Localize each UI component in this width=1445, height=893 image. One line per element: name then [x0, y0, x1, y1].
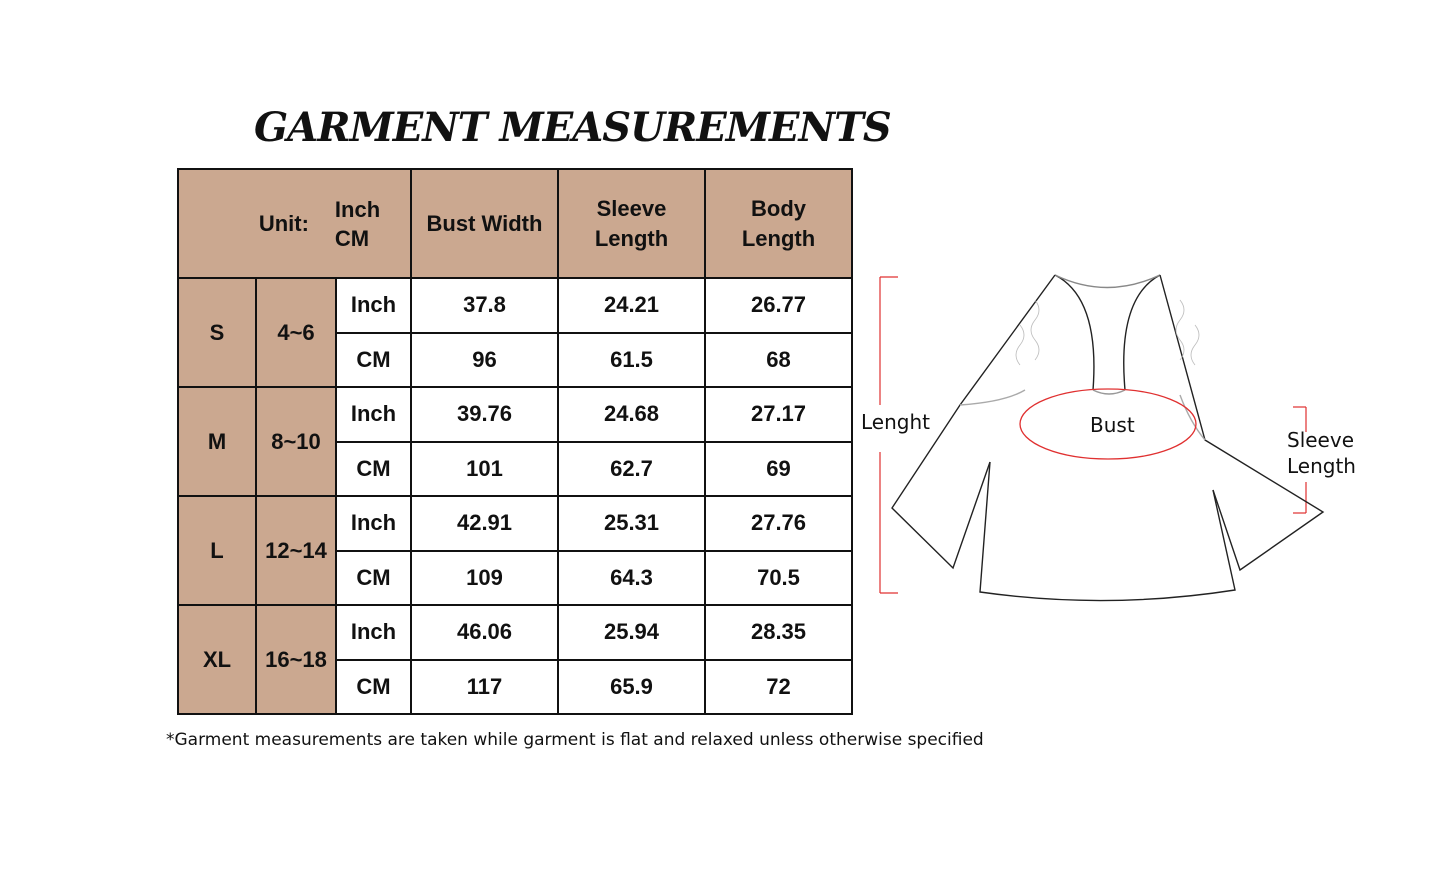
sleeve-value: 24.21: [558, 278, 705, 333]
garment-sketch: [855, 190, 1395, 620]
garment-diagram: [855, 190, 1395, 620]
unit-cell: CM: [336, 442, 411, 497]
table-row: [178, 496, 852, 551]
body-length-header: [705, 169, 852, 278]
unit-cell: CM: [336, 551, 411, 606]
size-cell: M: [178, 387, 256, 496]
body-value: 27.17: [705, 387, 852, 442]
lace-texture: [1016, 300, 1199, 365]
sleeve-value: 24.68: [558, 387, 705, 442]
bust-value: 117: [411, 660, 558, 715]
sleeve-value: 61.5: [558, 333, 705, 388]
age-cell: 12~14: [256, 496, 336, 605]
unit-label: Unit:: [258, 210, 309, 236]
bust-value: 96: [411, 333, 558, 388]
garment-outline: [892, 275, 1323, 601]
sleeve-value: 64.3: [558, 551, 705, 606]
bust-width-label: Bust Width: [426, 210, 543, 236]
sleeve-value: 65.9: [558, 660, 705, 715]
sleeve-length-header: [558, 169, 705, 278]
length-label: Lenght: [861, 410, 930, 434]
body-value: 28.35: [705, 605, 852, 660]
unit-cm-label: CM: [334, 225, 370, 251]
body-value: 26.77: [705, 278, 852, 333]
body-value: 72: [705, 660, 852, 715]
unit-cell: Inch: [336, 605, 411, 660]
bust-value: 46.06: [411, 605, 558, 660]
table-row: [178, 387, 852, 442]
bust-value: 37.8: [411, 278, 558, 333]
size-chart-table: [177, 168, 853, 715]
table-row: [178, 605, 852, 660]
page-title: GARMENT MEASUREMENTS: [254, 104, 891, 151]
unit-cell: CM: [336, 660, 411, 715]
age-cell: 16~18: [256, 605, 336, 714]
sleeve-length-label-line1: Sleeve: [596, 195, 667, 221]
bust-label: Bust: [1090, 413, 1135, 437]
sleeve-value: 25.31: [558, 496, 705, 551]
bust-value: 39.76: [411, 387, 558, 442]
size-cell: S: [178, 278, 256, 387]
bust-width-header: [411, 169, 558, 278]
body-length-label-line1: Body: [751, 195, 806, 221]
measurement-note: *Garment measurements are taken while garment is flat and relaxed unless otherwise specified: [166, 730, 984, 750]
unit-cell: Inch: [336, 387, 411, 442]
bust-value: 42.91: [411, 496, 558, 551]
age-cell: 8~10: [256, 387, 336, 496]
unit-cell: CM: [336, 333, 411, 388]
sleeve-label-line1: Sleeve: [1287, 428, 1355, 452]
age-cell: 4~6: [256, 278, 336, 387]
table-header-row: [178, 169, 852, 278]
sleeve-value: 25.94: [558, 605, 705, 660]
unit-header-cell: [178, 169, 411, 278]
bust-value: 109: [411, 551, 558, 606]
size-cell: L: [178, 496, 256, 605]
sleeve-label-line2: Length: [1287, 454, 1356, 478]
sleeve-length-label-line2: Length: [594, 225, 669, 251]
length-bracket: [880, 277, 898, 593]
unit-cell: Inch: [336, 278, 411, 333]
body-value: 69: [705, 442, 852, 497]
unit-cell: Inch: [336, 496, 411, 551]
unit-inch-label: Inch: [334, 196, 381, 222]
body-value: 68: [705, 333, 852, 388]
sleeve-value: 62.7: [558, 442, 705, 497]
table-row: [178, 278, 852, 333]
body-length-label-line2: Length: [741, 225, 816, 251]
bust-value: 101: [411, 442, 558, 497]
body-value: 70.5: [705, 551, 852, 606]
body-value: 27.76: [705, 496, 852, 551]
size-cell: XL: [178, 605, 256, 714]
